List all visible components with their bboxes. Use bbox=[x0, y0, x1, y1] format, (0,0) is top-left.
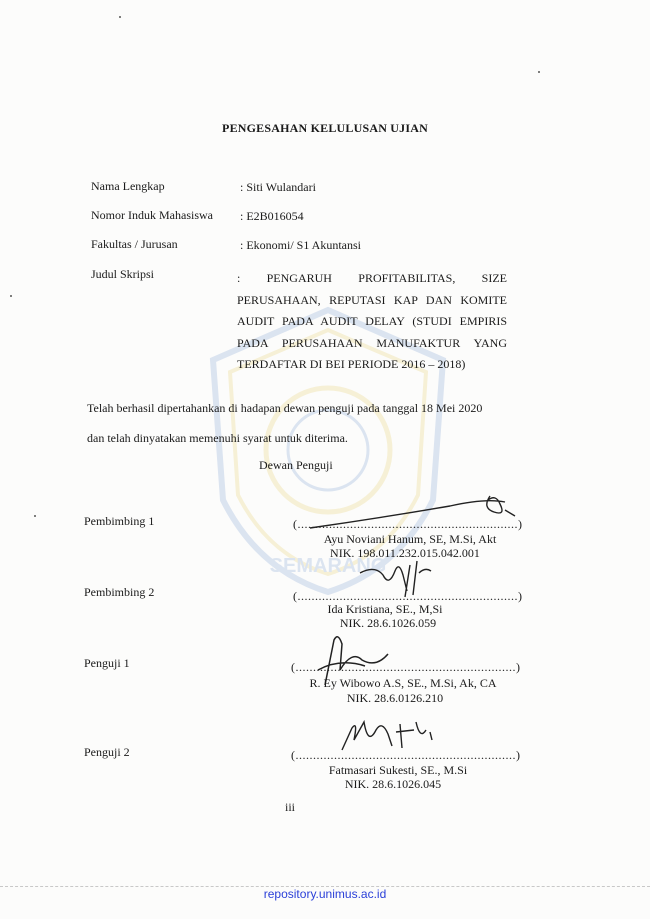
field-label-thesis-title: Judul Skripsi bbox=[91, 267, 155, 281]
field-label-name: Nama Lengkap bbox=[91, 179, 165, 193]
signatory-nik-3: NIK. 28.6.0126.210 bbox=[346, 691, 444, 705]
field-value-faculty: : Ekonomi/ S1 Akuntansi bbox=[240, 238, 362, 252]
field-label-student-id: Nomor Induk Mahasiswa bbox=[91, 208, 213, 222]
defense-statement-line1: Telah berhasil dipertahankan di hadapan dewan penguji pada tanggal 18 Mei 2020 bbox=[87, 401, 483, 415]
signatory-name-2: Ida Kristiana, SE., M,Si bbox=[327, 602, 443, 616]
signature-line-3: (...............................................................) bbox=[291, 660, 521, 674]
watermark-text: SEMARANG bbox=[269, 555, 387, 577]
field-value-thesis-title: : PENGARUH PROFITABILITAS, SIZE PERUSAHAAN, REPUTASI KAP DAN KOMITE AUDIT PADA AUDIT DELAY (STUDI EMPIRIS PADA PERUSAHAAN MANUFAKTUR YANG TERDAFTAR DI BEI PERIODE 2016 – 2018) bbox=[237, 271, 507, 371]
signature-2 bbox=[355, 553, 445, 603]
page-title: PENGESAHAN KELULUSAN UJIAN bbox=[222, 121, 428, 135]
signature-4 bbox=[330, 710, 440, 765]
field-value-student-id: : E2B016054 bbox=[240, 209, 304, 223]
signatory-role-2: Pembimbing 2 bbox=[84, 585, 155, 599]
scan-speck bbox=[538, 71, 540, 73]
scan-speck bbox=[10, 295, 12, 297]
scan-speck bbox=[119, 16, 121, 18]
signatory-nik-2: NIK. 28.6.1026.059 bbox=[339, 616, 437, 630]
signatory-role-3: Penguji 1 bbox=[84, 656, 130, 670]
signatory-name-1: Ayu Noviani Hanum, SE, M.Si, Akt bbox=[323, 532, 497, 546]
signatory-nik-4: NIK. 28.6.1026.045 bbox=[344, 777, 442, 791]
repository-link[interactable]: repository.unimus.ac.id bbox=[263, 887, 387, 901]
field-value-name: : Siti Wulandari bbox=[240, 180, 316, 194]
signatory-role-4: Penguji 2 bbox=[84, 745, 130, 759]
signatory-name-3: R. Ey Wibowo A.S, SE., M.Si, Ak, CA bbox=[309, 676, 497, 690]
field-label-faculty: Fakultas / Jurusan bbox=[91, 237, 178, 251]
signature-line-4: (...............................................................) bbox=[291, 748, 521, 762]
signatory-nik-1: NIK. 198.011.232.015.042.001 bbox=[330, 546, 480, 560]
signature-1 bbox=[300, 488, 525, 538]
signatory-name-4: Fatmasari Sukesti, SE., M.Si bbox=[328, 763, 468, 777]
scan-speck bbox=[34, 515, 36, 517]
signatory-role-1: Pembimbing 1 bbox=[84, 514, 155, 528]
page-number: iii bbox=[285, 800, 296, 814]
board-heading: Dewan Penguji bbox=[259, 458, 333, 472]
signature-line-1: (...............................................................) bbox=[293, 517, 523, 531]
signature-line-2: (...............................................................) bbox=[293, 589, 523, 603]
defense-statement-line2: dan telah dinyatakan memenuhi syarat untuk diterima. bbox=[87, 431, 348, 445]
